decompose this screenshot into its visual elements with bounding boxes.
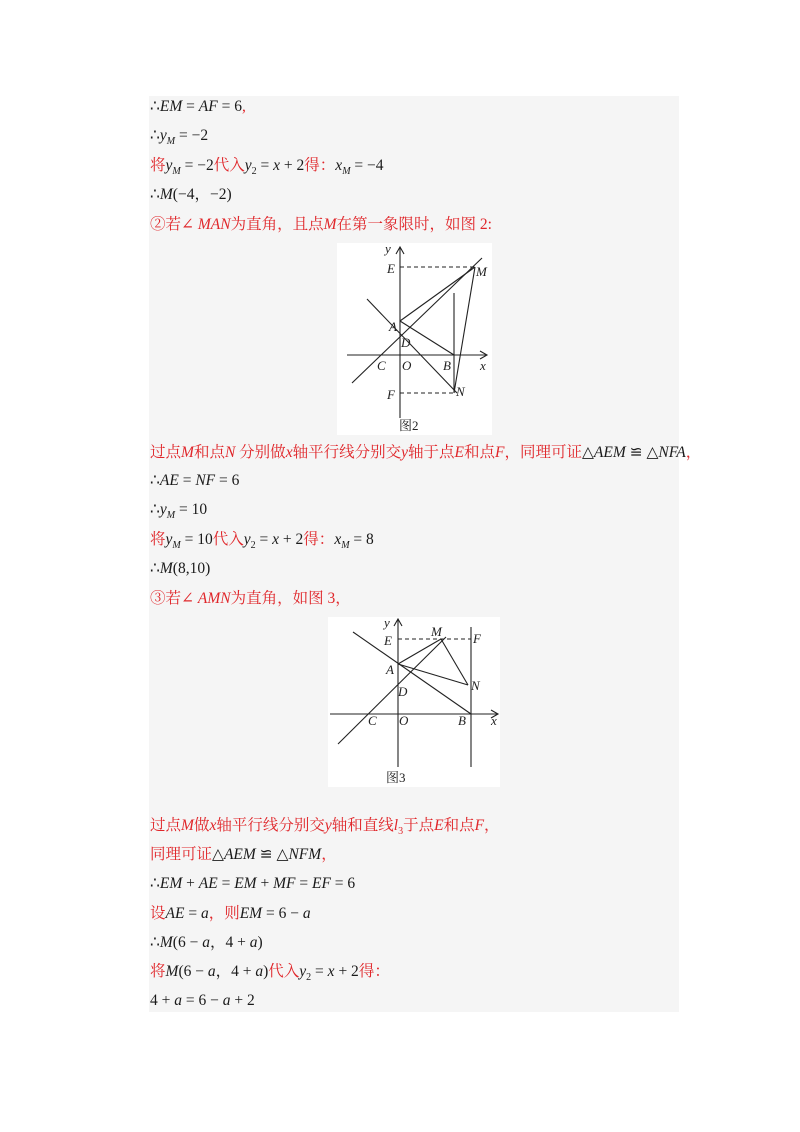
text-line-7: ∴AE = NF = 6 (150, 472, 240, 489)
text-line-5: ②若∠ MAN为直角，且点M在第一象限时，如图 2: (150, 216, 492, 233)
fig2-label-D: D (401, 335, 411, 350)
fig2-line-MN (454, 267, 475, 393)
fig2-line-AN (367, 299, 457, 393)
fig3-label-y: y (384, 617, 390, 630)
fig2-label-B: B (443, 358, 451, 373)
fig2-label-y: y (385, 243, 391, 256)
text-line-9: 将$y_M = 10$代入$y_2 = x + 2$得：$x_M = 8$ (150, 531, 374, 552)
fig3-caption: 图3 (386, 770, 406, 785)
fig3-label-E: E (384, 633, 392, 648)
fig3-label-B: B (458, 713, 466, 728)
text-line-13: 同理可证△AEM ≌ △NFM， (150, 846, 337, 863)
fig3-label-O: O (399, 713, 409, 728)
fig2-label-O: O (402, 358, 412, 373)
fig3-label-x: x (491, 713, 497, 728)
fig3-label-N: N (471, 678, 480, 693)
text-line-17: 将M(6 − a，4 + a)代入$y_2 = x + 2$得： (150, 963, 390, 984)
text-line-15: 设AE = a，则EM = 6 − a (150, 905, 311, 922)
text-line-8: $\therefore y_M = 10$ (150, 501, 208, 522)
fig2-line-CM (352, 258, 482, 383)
fig3-label-M: M (431, 624, 442, 639)
text-line-16: ∴M(6 − a，4 + a) (150, 934, 263, 951)
figure-3-diagram (328, 617, 500, 787)
text-line-10: ∴M(8,10) (150, 560, 211, 577)
fig2-label-M: M (476, 264, 487, 279)
fig2-label-C: C (377, 358, 386, 373)
figure-3 (328, 617, 500, 787)
figure-2 (337, 243, 492, 435)
fig3-line-AM (398, 639, 441, 664)
fig3-label-A: A (386, 662, 394, 677)
fig2-caption: 图2 (399, 418, 419, 433)
fig3-line-AB (353, 632, 471, 714)
figure-2-diagram (337, 243, 492, 435)
fig3-label-D: D (398, 684, 408, 699)
text-line-6: 过点M和点N 分别做x轴平行线分别交y轴于点E和点F，同理可证△AEM ≌ △NFA， (150, 444, 702, 461)
fig2-label-F: F (387, 387, 395, 402)
fig2-label-E: E (387, 261, 395, 276)
fig2-label-N: N (456, 384, 465, 399)
text-line-18: 4 + a = 6 − a + 2 (150, 992, 255, 1009)
fig2-label-x: x (480, 358, 486, 373)
text-line-12: 过点M做x轴平行线分别交y轴和直线$l_3$于点E和点F， (150, 817, 500, 838)
text-line-4: ∴M(−4，−2) (150, 186, 232, 203)
text-line-1: ∴EM = AF = 6, (150, 98, 246, 115)
fig3-line-CM (338, 637, 446, 744)
text-line-11: ③若∠ AMN为直角，如图 3， (150, 590, 351, 607)
text-line-2: $\therefore y_M = -2$ (150, 127, 209, 148)
text-line-3: 将$y_M = -2$代入$y_2 = x + 2$得：$x_M = -4$ (150, 157, 384, 178)
fig2-line-AM (400, 267, 475, 321)
text-line-14: ∴EM + AE = EM + MF = EF = 6 (150, 875, 356, 892)
fig3-label-F: F (473, 631, 481, 646)
fig2-label-A: A (389, 319, 397, 334)
fig3-label-C: C (368, 713, 377, 728)
